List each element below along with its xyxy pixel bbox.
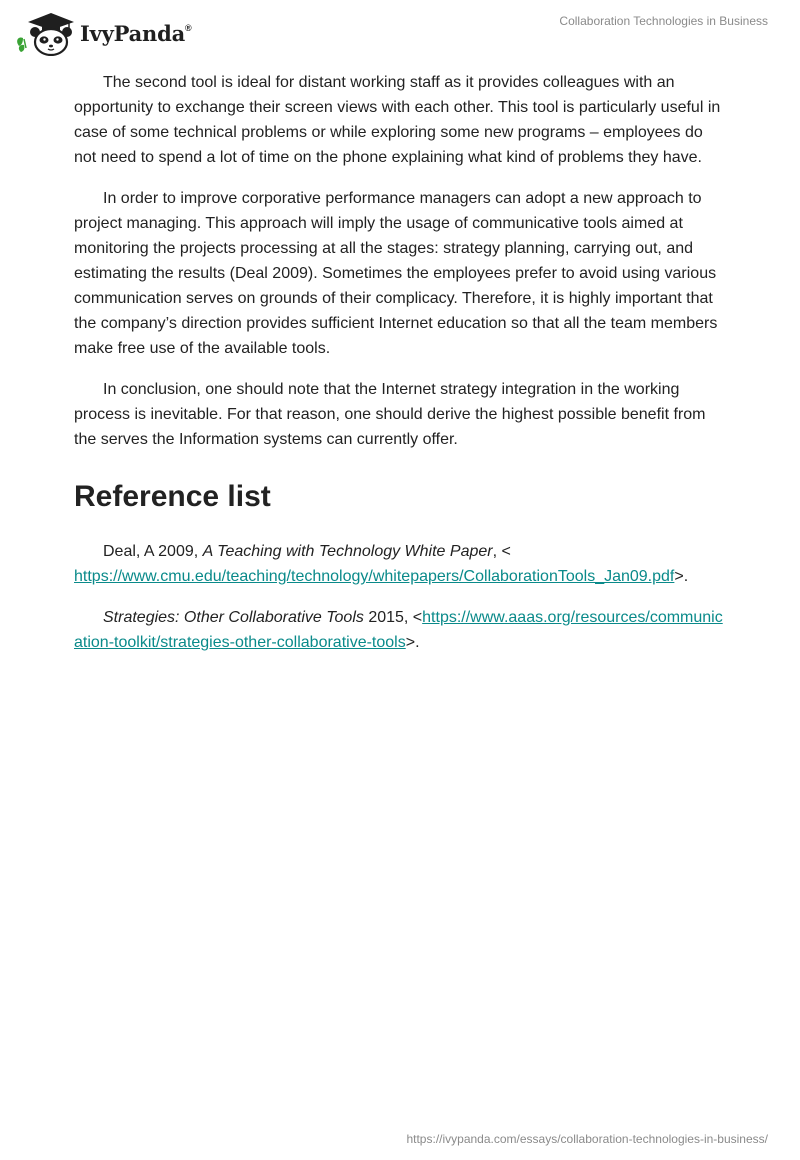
reference-title: A Teaching with Technology White Paper [202, 543, 493, 560]
reference-list-heading: Reference list [74, 480, 271, 513]
reference-author: Deal, A 2009, [103, 543, 203, 560]
reference-link[interactable]: https://www.aaas.org/resources/communication-toolkit/strategies-other-collaborative-tools [74, 609, 723, 651]
page-header [0, 0, 800, 60]
reference-title: Strategies: Other Collaborative Tools [103, 609, 364, 626]
reference-suffix: >. [674, 568, 689, 585]
body-paragraph: In conclusion, one should note that the Internet strategy integration in the working process is inevitable. For that reason, one should derive the highest possible benefit from the serves the Information systems can currently offer. [74, 381, 706, 448]
document-title: Collaboration Technologies in Business [559, 14, 768, 28]
brand-label: IvyPanda [80, 20, 186, 46]
reference-suffix: >. [405, 634, 420, 651]
panda-graduate-icon [14, 8, 76, 56]
body-paragraph: The second tool is ideal for distant working staff as it provides colleagues with an opportunity to exchange their screen views with each other. This tool is particularly useful in case of some technical problems or while exploring some new programs – employees do not need to spend a lot of time on the phone explaining what kind of problems they have. [74, 74, 721, 166]
source-url[interactable]: https://ivypanda.com/essays/collaboration-technologies-in-business/ [406, 1132, 768, 1146]
body-paragraph: In order to improve corporative performance managers can adopt a new approach to project managing. This approach will imply the usage of communicative tools aimed at monitoring the projects processing at all the stages: strategy planning, carrying out, and estimating the results (Deal 2009). Sometimes the employees prefer to avoid using various communication serves on grounds of their complicacy. Therefore, it is highly important that the company’s direction provides sufficient Internet education so that all the team members make free use of the available tools. [74, 190, 718, 357]
brand-name [80, 21, 191, 46]
essay-content [74, 70, 724, 671]
reference-year: 2015, < [363, 609, 423, 626]
reference-entry [74, 605, 724, 655]
reference-link[interactable]: https://www.cmu.edu/teaching/technology/whitepapers/CollaborationTools_Jan09.pdf [74, 568, 675, 585]
registered-mark: ® [185, 22, 192, 33]
reference-year: , < [492, 543, 511, 560]
reference-entry [74, 539, 724, 589]
ivypanda-logo[interactable] [14, 8, 191, 56]
